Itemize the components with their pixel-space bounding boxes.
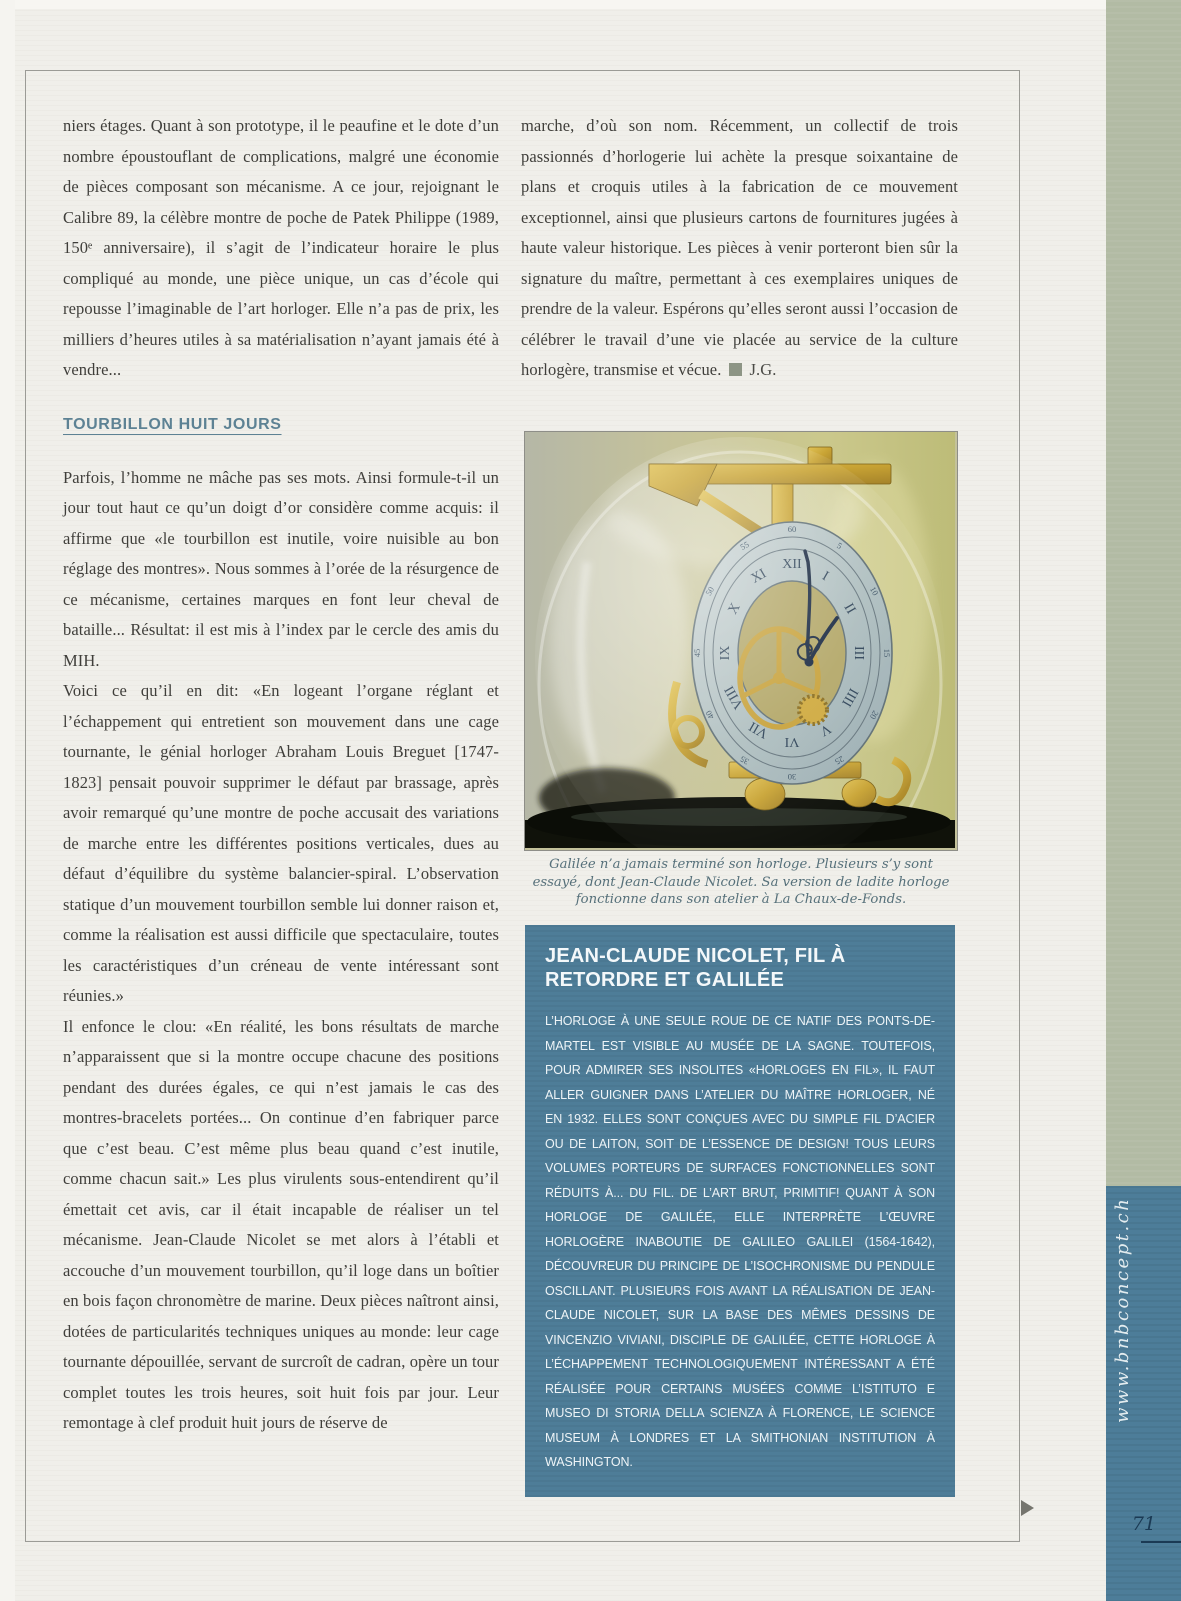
page-edge-left bbox=[0, 0, 15, 1601]
sidebar-title: JEAN-CLAUDE NICOLET, FIL À RETORDRE ET GALILÉE bbox=[545, 945, 846, 991]
body-paragraph-1: niers étages. Quant à son prototype, il le peaufine et le dote d’un nombre époustouflant de complications, malgré une économie de pièces composant son mécanisme. A ce jour, rejoignant le Calibre 89, la célèbre montre de poche de Patek Philippe (1989, 150ᵉ anniversaire), il s’agit de l’indicateur horaire le plus compliqué au monde, une pièce unique, un cas d’école qui repousse l’imaginable de l’art horloger. Elle n’a pas de prix, les milliers d’heures utiles à sa matérialisation n’ayant jamais été à vendre... bbox=[63, 116, 499, 379]
page-number: 71 bbox=[1131, 1513, 1156, 1535]
page-number-rule bbox=[1141, 1541, 1181, 1543]
clock-photo bbox=[524, 431, 958, 851]
author-initials: J.G. bbox=[749, 360, 777, 379]
right-column bbox=[521, 111, 958, 386]
body-paragraph-3: Voici ce qu’il en dit: «En logeant l’organe réglant et l’échappement qui entretient son mouvement dans une cage tournante, le génial horloger Abraham Louis Breguet [1747-1823] pensait pouvoir supprimer le défaut par brassage, après avoir remarqué qu’une montre de poche accusait des variations de marche entre les différentes positions verticales, dues au défaut d’équilibre du système balancier-spiral. L’observation statique d’un mouvement tourbillon semble lui donner raison et, comme la réalisation est aussi difficile que spectaculaire, toutes les caractéristiques d’un créneau de vente intéressant sont réunies.» bbox=[63, 681, 499, 1005]
sidebar-body: L’HORLOGE À UNE SEULE ROUE DE CE NATIF DES PONTS-DE-MARTEL EST VISIBLE AU MUSÉE DE LA SAGNE. TOUTEFOIS, POUR ADMIRER SES INSOLITES «HORLOGES EN FIL», IL FAUT ALLER GUIGNER DANS L’ATELIER DU MAÎTRE HORLOGER, NÉ EN 1932. ELLES SONT CONÇUES AVEC DU SIMPLE FIL D’ACIER OU DE LAITON, SOIT DE L’ESSENCE DE DESIGN! TOUS LEURS VOLUMES PORTEURS DE SURFACES FONCTIONNELLES SONT RÉDUITS À... DU FIL. DE L’ART BRUT, PRIMITIF! QUANT À SON HORLOGE DE GALILÉE, ELLE INTERPRÈTE L’ŒUVRE HORLOGÈRE INABOUTIE DE GALILEO GALILEI (1564-1642), DÉCOUVREUR DU PRINCIPE DE L’ISOCHRONISME DU PENDULE OSCILLANT. PLUSIEURS FOIS AVANT LA RÉALISATION DE JEAN-CLAUDE NICOLET, SUR LA BASE DES MÊMES DESSINS DE VINCENZIO VIVIANI, DISCIPLE DE GALILÉE, CETTE HORLOGE À L’ÉCHAPPEMENT TECHNOLOGIQUEMENT INTÉRESSANT A ÉTÉ RÉALISÉE POUR CERTAINS MUSÉES COMME L’ISTITUTO E MUSEO DI STORIA DELLA SCIENZA À FLORENCE, LE SCIENCE MUSEUM À LONDRES ET LA SMITHONIAN INSTITUTION À WASHINGTON. bbox=[545, 1014, 935, 1469]
left-column bbox=[63, 111, 499, 1439]
right-margin-strip-green bbox=[1106, 0, 1181, 1186]
body-paragraph-4: Il enfonce le clou: «En réalité, les bons résultats de marche n’apparaissent que si la montre occupe chacune des positions pendant des durées égales, ce qui n’est jamais le cas des montres-bracelets portées... On continue d’en fabriquer parce que c’est beau. C’est même plus beau quand c’est inutile, comme chacun sait.» Les plus virulents sous-entendirent qu’il émettait cet avis, car il était incapable de réaliser un tel mécanisme. Jean-Claude Nicolet se met alors à l’établi et accouche d’un mouvement tourbillon, qu’il loge dans un boîtier en bois façon chronomètre de marine. Deux pièces naîtront ainsi, dotées de particularités techniques uniques au monde: leur cage tournante dépouillée, servant de surcroît de cadran, opère un tour complet toutes les trois heures, soit huit fois par jour. Leur remontage à clef produit huit jours de réserve de bbox=[63, 1016, 499, 1432]
body-paragraph-2: Parfois, l’homme ne mâche pas ses mots. Ainsi formule-t-il un jour tout haut ce qu’un doigt d’or considère comme acquis: il affirme que «le tourbillon est inutile, voire nuisible au bon réglage des montres». Nous sommes à l’orée de la résurgence de ce mécanisme, certaines marques en font leur cheval de bataille... Résultat: il est mis à l’index par le cercle des amis du MIH. bbox=[63, 467, 499, 670]
body-paragraph-5 bbox=[521, 111, 958, 386]
sidebar-box bbox=[525, 925, 955, 1497]
paragraph-text: marche, d’où son nom. Récemment, un collectif de trois passionnés d’horlogerie lui achète la presque soixantaine de plans et croquis utiles à la fabrication de ce mouvement exceptionnel, ainsi que plusieurs cartons de fournitures jugées à haute valeur historique. Les pièces à venir porteront bien sûr la signature du maître, permettant à ces exemplaires uniques de prendre de la valeur. Espérons qu’elles seront aussi l’occasion de célébrer le travail d’une vie placée au service de la culture horlogère, transmise et vécue. bbox=[521, 116, 958, 379]
website-url-vertical: www.bnbconcept.ch bbox=[1112, 1196, 1133, 1424]
photo-caption: Galilée n’a jamais terminé son horloge. Plusieurs s’y sont essayé, dont Jean-Claude Nicolet. Sa version de ladite horloge fonctionne dans son atelier à La Chaux-de-Fonds. bbox=[532, 857, 950, 907]
page-edge-top bbox=[0, 0, 1181, 9]
section-heading: TOURBILLON HUIT JOURS bbox=[63, 415, 282, 433]
clock-photo-svg bbox=[525, 432, 955, 848]
continuation-arrow-icon bbox=[1021, 1500, 1034, 1516]
author-separator-square-icon bbox=[729, 363, 742, 376]
